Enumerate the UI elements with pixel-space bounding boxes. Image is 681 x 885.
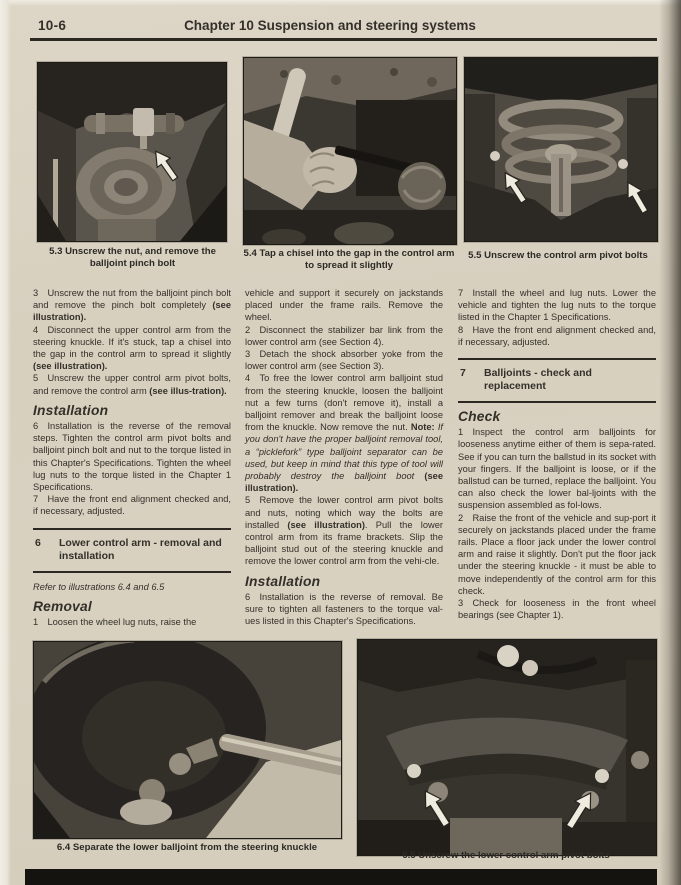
- photo-6-5: [357, 639, 657, 856]
- pivot-bolt-right: [618, 159, 628, 169]
- body-paragraph: Refer to illustrations 6.4 and 6.5: [33, 581, 165, 592]
- section-number: 7: [460, 367, 466, 380]
- section-title: Lower control arm - removal and installation: [59, 536, 222, 562]
- page-edge-right: [659, 0, 681, 885]
- body-paragraph: 1 Inspect the control arm balljoints for looseness anytime either of them is sepa-rated. See if you can turn the ballstud in its socket with your fingers. If the balljoint is loose, or if the ballstud can be turned, replace the balljoint. You can also check the lower bal-ljoints with the suspension assembled as fol-lows.: [458, 427, 656, 511]
- subsection-heading: Installation: [33, 402, 109, 418]
- pivot-bolt-left: [407, 764, 421, 778]
- body-paragraph: 2 Disconnect the stabilizer bar link from the lower control arm (see Section 4).: [245, 324, 443, 347]
- section-heading: [458, 358, 656, 403]
- subsection-heading: Removal: [33, 598, 92, 614]
- body-paragraph: 4 Disconnect the upper control arm from the steering knuckle. If it's stuck, tap a chisel into the gap in the control arm to spread it slightly (see illustration).: [33, 324, 231, 372]
- text-column-1: [33, 287, 231, 628]
- body-paragraph: 3 Detach the shock absorber yoke from the lower control arm (see Section 3).: [245, 349, 443, 372]
- body-paragraph: 3 Unscrew the nut from the balljoint pinch bolt and remove the pinch bolt completely (see illustration).: [33, 288, 231, 323]
- subsection-heading: Check: [458, 409, 501, 425]
- scan-bottom-edge: [25, 869, 657, 885]
- photo-5-3: [37, 62, 227, 242]
- body-paragraph: 1 Loosen the wheel lug nuts, raise the: [33, 617, 197, 628]
- text-column-2: [245, 287, 443, 627]
- body-paragraph: 6 Installation is the reverse of the removal steps. Tighten the control arm pivot bolts and balljoint pinch bolt and nut to the torque listed in this Chapter's Specifications. Tighten the wheel lug nuts to the torque listed in the Chapter 1 Specifications.: [33, 421, 231, 493]
- text-column-3: [458, 287, 656, 621]
- header-rule: [30, 38, 657, 41]
- photo-5-3-art: [38, 63, 226, 241]
- figure-caption-5-4: 5.4 Tap a chisel into the gap in the control arm to spread it slightly: [243, 248, 455, 271]
- photo-6-5-art: [358, 640, 656, 855]
- section-title: Balljoints - check and replacement: [484, 367, 592, 393]
- body-paragraph: 7 Have the front end alignment checked and, if necessary, adjusted.: [33, 494, 231, 517]
- figure-caption-6-4: 6.4 Separate the lower balljoint from the steering knuckle: [56, 842, 318, 853]
- photo-6-4-art: [34, 642, 341, 838]
- photo-5-4-art: [244, 58, 456, 244]
- pivot-bolt-right: [595, 769, 609, 783]
- photo-5-4: [243, 57, 457, 245]
- section-heading: [33, 528, 231, 573]
- chapter-title: Chapter 10 Suspension and steering systems: [184, 18, 476, 33]
- pinch-bolt-nut: [133, 108, 154, 136]
- page-edge-left: [0, 0, 11, 885]
- body-paragraph: 7 Install the wheel and lug nuts. Lower the vehicle and tighten the lug nuts to the torque listed in the Chapter 1 Specifications.: [458, 288, 656, 323]
- body-paragraph: 5 Remove the lower control arm pivot bolts and nuts, noting which way the bolts are installed (see illustration). Pull the lower control arm from its frame brackets. Slip the balljoint stud out of the steering knuckle and remove the lower control arm from the vehi-cle.: [245, 495, 443, 567]
- body-paragraph: 2 Raise the front of the vehicle and sup-port it securely on jackstands placed under the frame rails. Place a floor jack under the lower control arm and raise it slightly. Don't put the floor jack under the steering knuckle - it must be able to move independently of the control arm for this check.: [458, 512, 656, 596]
- subsection-heading: Installation: [245, 573, 321, 589]
- photo-5-5-art: [465, 58, 657, 241]
- figure-caption-5-5: 5.5 Unscrew the control arm pivot bolts: [468, 250, 648, 261]
- body-paragraph: 3 Check for looseness in the front wheel bearings (see Chapter 1).: [458, 598, 656, 621]
- section-number: 6: [35, 536, 41, 549]
- pivot-bolt-left: [490, 151, 500, 161]
- page-edge-top: [0, 0, 681, 6]
- body-paragraph: 5 Unscrew the upper control arm pivot bolts, and remove the control arm (see illus-tration).: [33, 373, 231, 396]
- page-number: 10-6: [38, 18, 67, 33]
- body-paragraph: 8 Have the front end alignment checked and, if necessary, adjusted.: [458, 324, 656, 347]
- photo-5-5: [464, 57, 658, 242]
- body-paragraph: vehicle and support it securely on jackstands placed under the frame rails. Remove the wheel.: [245, 288, 443, 323]
- photo-6-4: [33, 641, 342, 839]
- figure-caption-5-3: 5.3 Unscrew the nut, and remove the balljoint pinch bolt: [49, 246, 216, 269]
- body-paragraph: 4 To free the lower control arm balljoint stud from the steering knuckle, loosen the balljoint nut a few turns (don't remove it), install a balljoint remover and break the balljoint loose from the knuckle. Now remove the nut. Note: If you don't have the proper balljoint removal tool, a “picklefork” type balljoint separator can be used, but keep in mind that this type of tool will probably destroy the balljoint boot (see illustration).: [245, 373, 443, 494]
- figure-caption-6-5: 6.5 Unscrew the lower control arm pivot bolts: [402, 850, 610, 861]
- body-paragraph: 6 Installation is the reverse of removal. Be sure to tighten all fasteners to the torque val-ues listed in this Chapter's Specifications.: [245, 591, 443, 627]
